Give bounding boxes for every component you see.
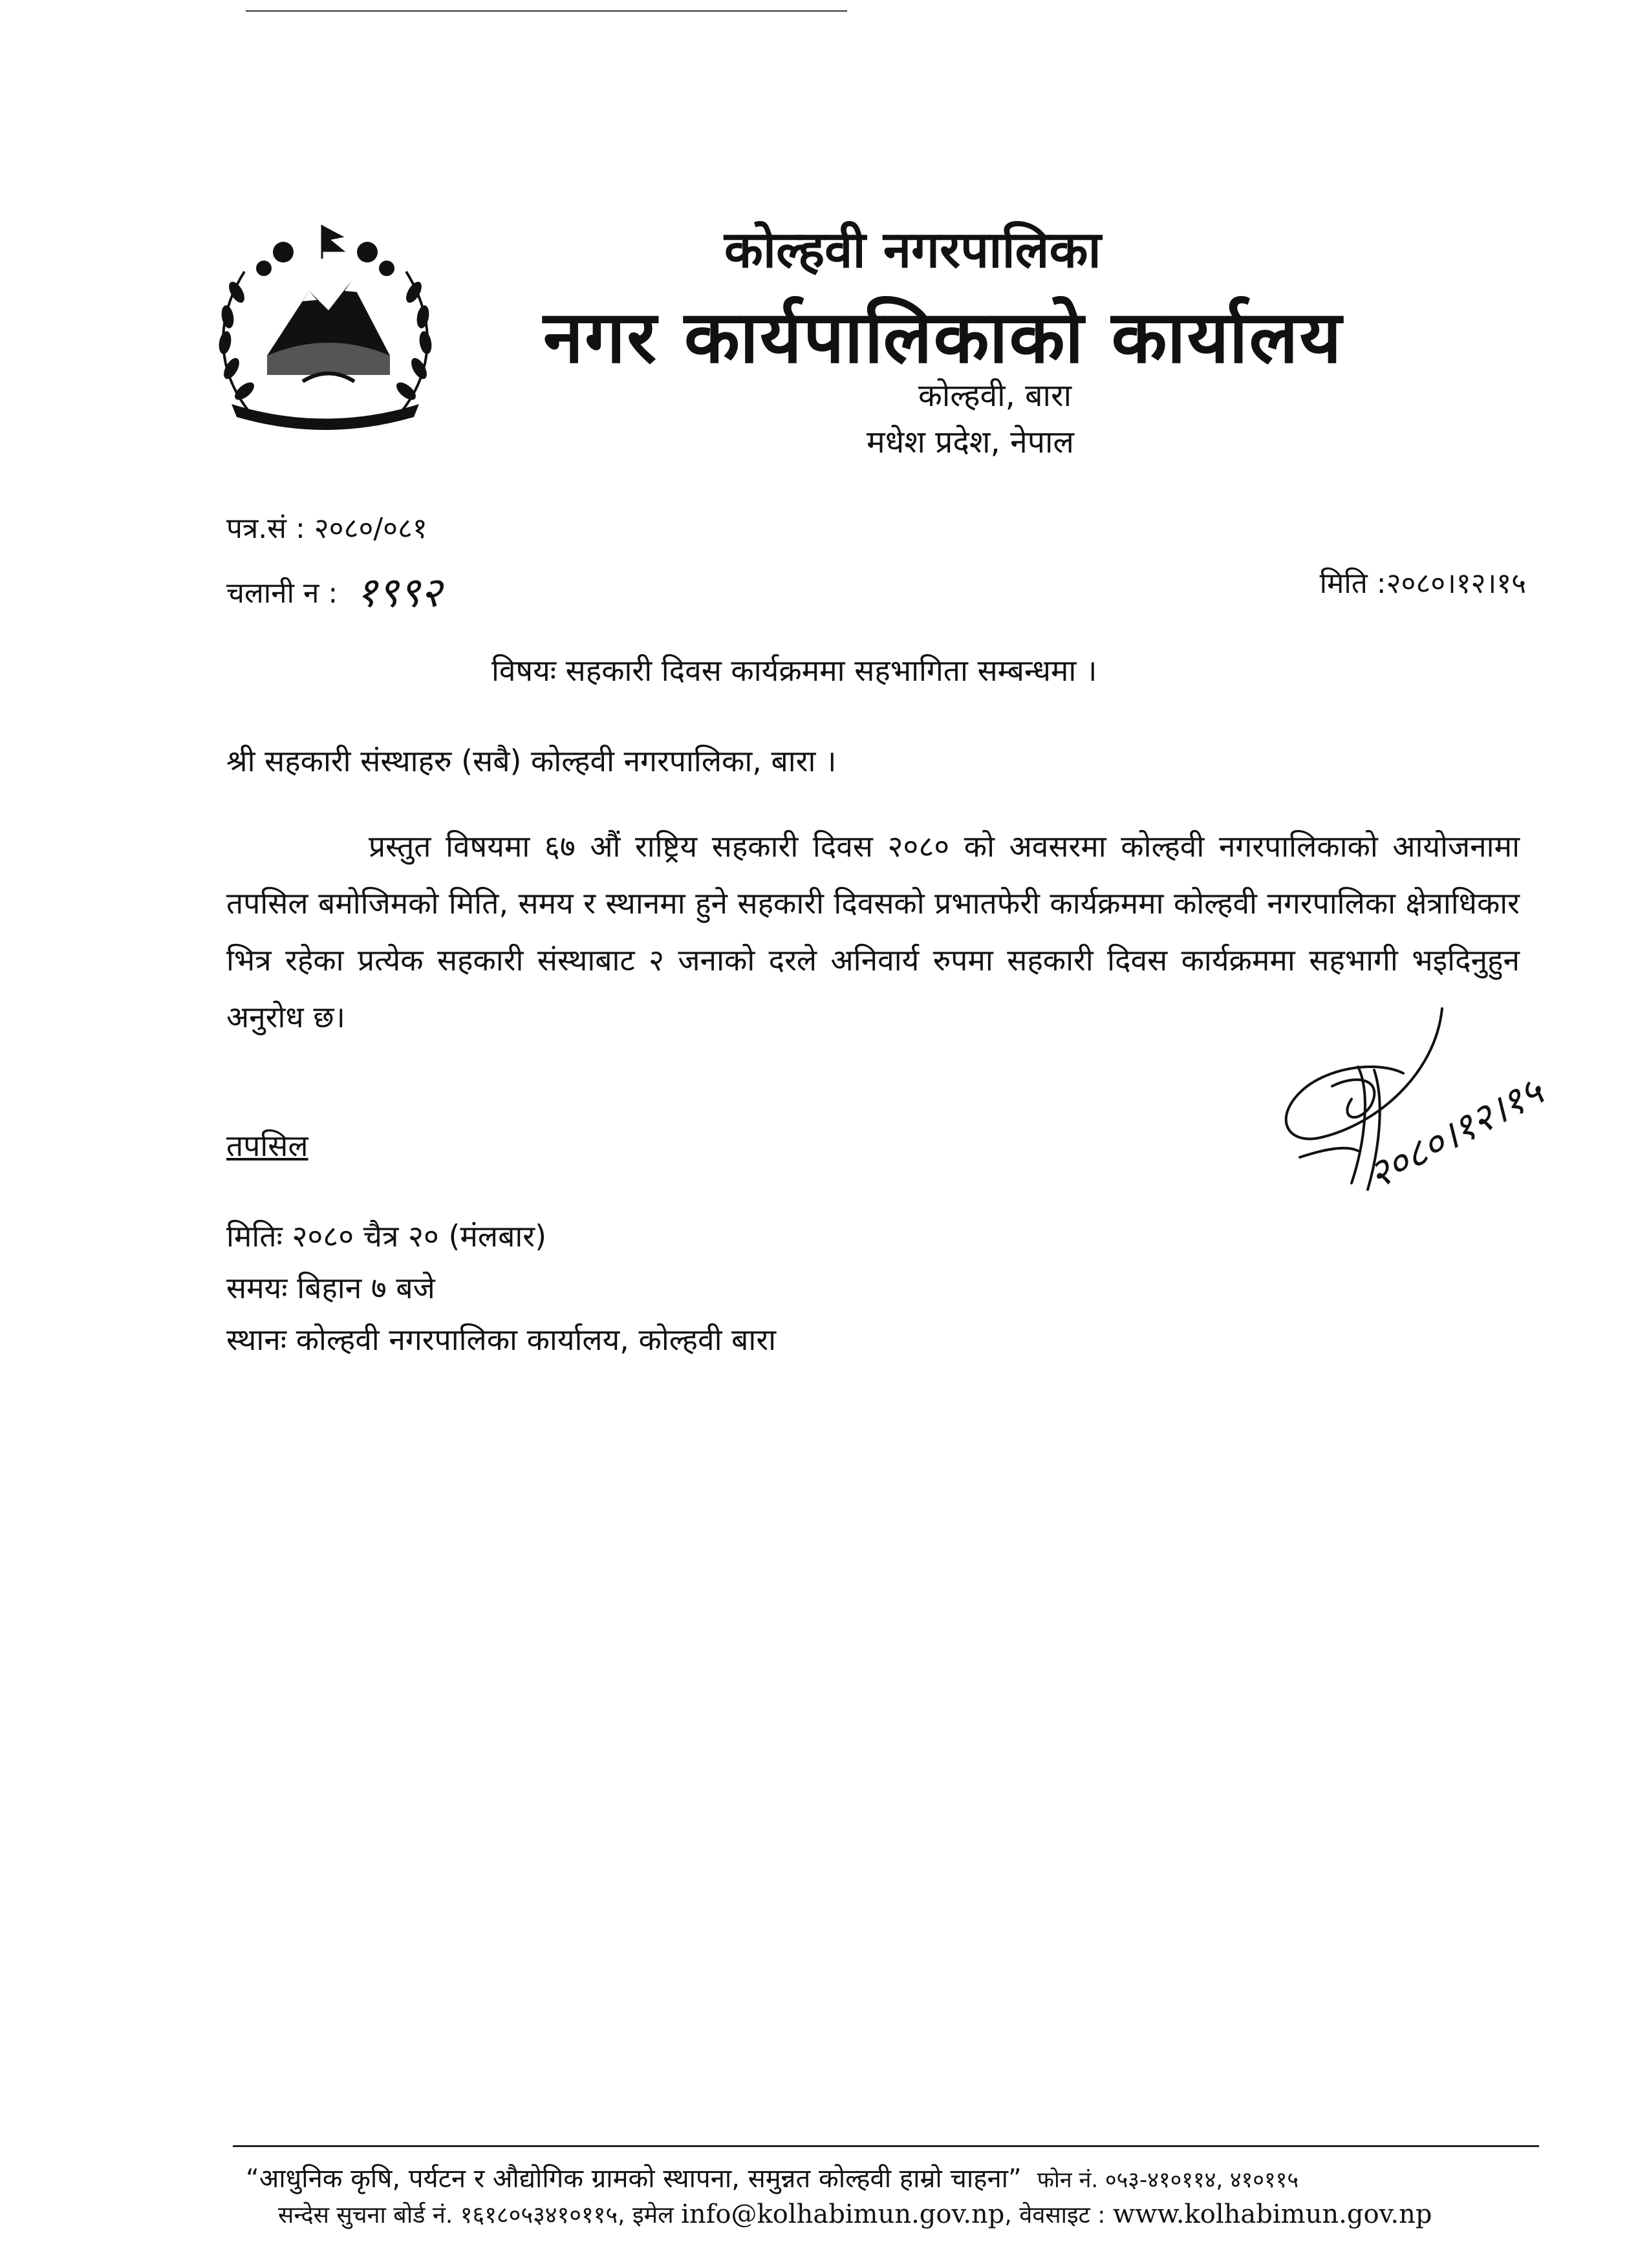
dispatch-number-value: १९९२ <box>356 569 442 617</box>
event-place: स्थानः कोल्हवी नगरपालिका कार्यालय, कोल्हवी बारा <box>226 1322 777 1357</box>
footer-email: info@kolhabimun.gov.np <box>681 2199 1005 2229</box>
letter-date: मिति :२०८०।१२।१५ <box>1319 567 1526 600</box>
body-paragraph: प्रस्तुत विषयमा ६७ औं राष्ट्रिय सहकारी दिवस २०८० को अवसरमा कोल्हवी नगरपालिकाको आयोजनामा तपसिल बमोजिमको मिति, समय र स्थानमा हुने सहकारी दिवसको प्रभातफेरी कार्यक्रममा कोल्हवी नगरपालिका क्षेत्राधिकार भित्र रहेका प्रत्येक सहकारी संस्थाबाट २ जनाको दरले अनिवार्य रुपमा सहकारी दिवस कार्यक्रममा सहभागी भइदिनुहुन अनुरोध छ। <box>226 829 1520 1034</box>
event-time: समयः बिहान ७ बजे <box>226 1270 435 1305</box>
footer-website-label: , वेवसाइट : <box>1004 2202 1106 2229</box>
municipality-name: कोल्हवी नगरपालिका <box>724 221 1101 279</box>
emblem-motto: जननी जन्मभूमिश्च स्वर्गादपि गरीयसी <box>286 398 364 404</box>
footer-line-2 <box>278 2198 1432 2230</box>
footer-slogan: “आधुनिक कृषि, पर्यटन र औद्योगिक ग्रामको स्थापना, समुन्नत कोल्हवी हाम्रो चाहना” <box>246 2164 1022 2194</box>
footer-sms-board: सन्देस सुचना बोर्ड नं. १६१८०५३४१०११५, इमेल <box>278 2202 674 2229</box>
footer-line-1 <box>246 2159 1299 2195</box>
letter-reference-number: पत्र.सं : २०८०/०८१ <box>226 512 427 545</box>
subject-line: विषयः सहकारी दिवस कार्यक्रममा सहभागिता सम्बन्धमा । <box>491 653 1097 688</box>
addressee: श्री सहकारी संस्थाहरु (सबै) कोल्हवी नगरपालिका, बारा । <box>226 744 837 778</box>
dispatch-number-row <box>226 562 442 619</box>
address-line-2: मधेश प्रदेश, नेपाल <box>867 424 1074 460</box>
event-date: मितिः २०८० चैत्र २० (मंलबार) <box>226 1219 547 1254</box>
footer-phone: फोन नं. ०५३-४१०११४, ४१०११५ <box>1037 2167 1299 2193</box>
signature-image <box>1261 996 1597 1241</box>
details-heading: तपसिल <box>226 1128 308 1163</box>
signature-date: २०८०।१२।१५ <box>1361 1068 1551 1199</box>
footer-rule <box>233 2145 1539 2147</box>
footer-website: www.kolhabimun.gov.np <box>1112 2199 1432 2229</box>
office-title: नगर कार्यपालिकाको कार्यालय <box>543 295 1343 380</box>
dispatch-number-label: चलानी न : <box>226 577 338 610</box>
address-line-1: कोल्हवी, बारा <box>918 378 1072 414</box>
top-rule <box>246 10 847 12</box>
